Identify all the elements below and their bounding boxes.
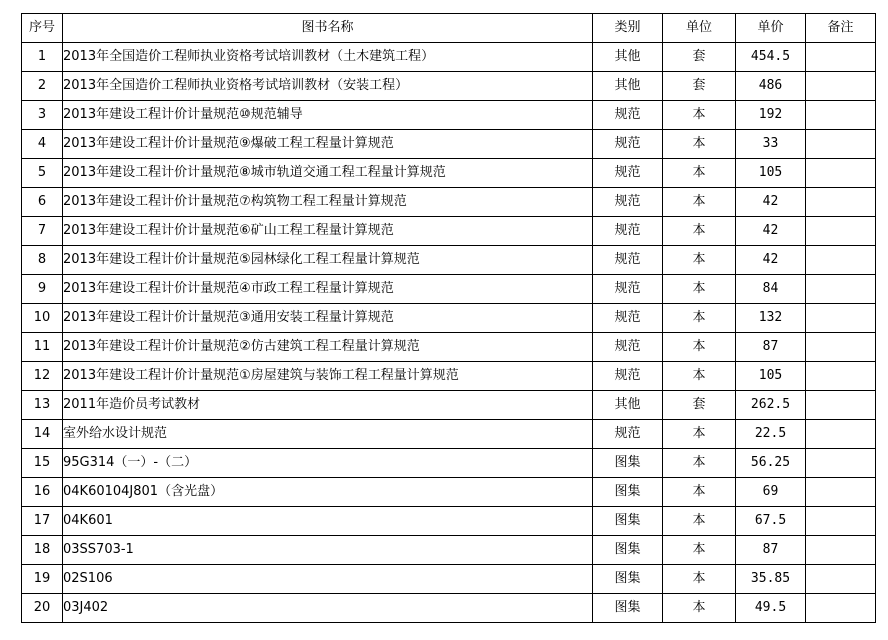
cell-seq: 3 — [22, 101, 63, 130]
header-row — [22, 14, 876, 43]
cell-category: 其他 — [593, 391, 663, 420]
cell-book-name: 2013年全国造价工程师执业资格考试培训教材（安装工程） — [63, 72, 593, 101]
cell-category: 规范 — [593, 333, 663, 362]
header-name: 图书名称 — [63, 14, 593, 43]
table-row — [22, 101, 876, 130]
table-row — [22, 565, 876, 594]
cell-category: 规范 — [593, 362, 663, 391]
cell-category: 图集 — [593, 478, 663, 507]
cell-unit: 本 — [663, 594, 736, 623]
cell-book-name: 04K60104J801（含光盘） — [63, 478, 593, 507]
table-row — [22, 304, 876, 333]
table-row — [22, 420, 876, 449]
cell-unit: 本 — [663, 217, 736, 246]
cell-category: 图集 — [593, 565, 663, 594]
cell-book-name: 2013年建设工程计价计量规范⑧城市轨道交通工程工程量计算规范 — [63, 159, 593, 188]
cell-seq: 17 — [22, 507, 63, 536]
cell-category: 规范 — [593, 304, 663, 333]
header-category: 类别 — [593, 14, 663, 43]
cell-seq: 9 — [22, 275, 63, 304]
cell-unit: 本 — [663, 565, 736, 594]
table-row — [22, 188, 876, 217]
cell-book-name: 2013年建设工程计价计量规范⑤园林绿化工程工程量计算规范 — [63, 246, 593, 275]
cell-unit: 本 — [663, 536, 736, 565]
cell-category: 其他 — [593, 72, 663, 101]
cell-note — [806, 43, 876, 72]
cell-seq: 6 — [22, 188, 63, 217]
cell-category: 图集 — [593, 449, 663, 478]
cell-seq: 15 — [22, 449, 63, 478]
cell-category: 规范 — [593, 246, 663, 275]
table-row — [22, 130, 876, 159]
cell-price: 454.5 — [736, 43, 806, 72]
table-row — [22, 391, 876, 420]
cell-category: 图集 — [593, 594, 663, 623]
table-row — [22, 217, 876, 246]
cell-seq: 11 — [22, 333, 63, 362]
cell-unit: 本 — [663, 188, 736, 217]
header-price: 单价 — [736, 14, 806, 43]
cell-price: 22.5 — [736, 420, 806, 449]
cell-seq: 18 — [22, 536, 63, 565]
cell-note — [806, 478, 876, 507]
cell-unit: 本 — [663, 333, 736, 362]
cell-book-name: 2013年建设工程计价计量规范④市政工程工程量计算规范 — [63, 275, 593, 304]
cell-price: 42 — [736, 246, 806, 275]
header-note: 备注 — [806, 14, 876, 43]
cell-book-name: 2013年建设工程计价计量规范③通用安装工程量计算规范 — [63, 304, 593, 333]
cell-note — [806, 594, 876, 623]
cell-note — [806, 72, 876, 101]
cell-price: 35.85 — [736, 565, 806, 594]
table-row — [22, 362, 876, 391]
cell-seq: 2 — [22, 72, 63, 101]
cell-book-name: 2013年建设工程计价计量规范②仿古建筑工程工程量计算规范 — [63, 333, 593, 362]
cell-price: 262.5 — [736, 391, 806, 420]
cell-price: 56.25 — [736, 449, 806, 478]
cell-unit: 本 — [663, 275, 736, 304]
table-row — [22, 333, 876, 362]
cell-category: 其他 — [593, 43, 663, 72]
cell-category: 规范 — [593, 188, 663, 217]
cell-unit: 本 — [663, 478, 736, 507]
cell-note — [806, 188, 876, 217]
cell-seq: 20 — [22, 594, 63, 623]
cell-price: 132 — [736, 304, 806, 333]
cell-price: 87 — [736, 333, 806, 362]
cell-seq: 4 — [22, 130, 63, 159]
cell-seq: 8 — [22, 246, 63, 275]
cell-unit: 本 — [663, 246, 736, 275]
cell-note — [806, 130, 876, 159]
cell-note — [806, 246, 876, 275]
table-row — [22, 246, 876, 275]
cell-price: 42 — [736, 217, 806, 246]
cell-note — [806, 333, 876, 362]
table-row — [22, 594, 876, 623]
table-row — [22, 536, 876, 565]
cell-note — [806, 391, 876, 420]
header-unit: 单位 — [663, 14, 736, 43]
cell-unit: 本 — [663, 420, 736, 449]
cell-category: 规范 — [593, 130, 663, 159]
cell-book-name: 95G314（一）-（二） — [63, 449, 593, 478]
cell-book-name: 03J402 — [63, 594, 593, 623]
cell-seq: 1 — [22, 43, 63, 72]
cell-seq: 7 — [22, 217, 63, 246]
cell-price: 105 — [736, 159, 806, 188]
table-row — [22, 449, 876, 478]
cell-unit: 套 — [663, 391, 736, 420]
cell-book-name: 2013年全国造价工程师执业资格考试培训教材（土木建筑工程） — [63, 43, 593, 72]
cell-category: 图集 — [593, 507, 663, 536]
cell-category: 图集 — [593, 536, 663, 565]
cell-unit: 本 — [663, 130, 736, 159]
table-row — [22, 72, 876, 101]
cell-unit: 本 — [663, 304, 736, 333]
cell-unit: 本 — [663, 507, 736, 536]
cell-note — [806, 304, 876, 333]
cell-book-name: 03SS703-1 — [63, 536, 593, 565]
cell-book-name: 2011年造价员考试教材 — [63, 391, 593, 420]
cell-seq: 10 — [22, 304, 63, 333]
cell-unit: 本 — [663, 362, 736, 391]
cell-price: 84 — [736, 275, 806, 304]
cell-price: 67.5 — [736, 507, 806, 536]
cell-unit: 本 — [663, 159, 736, 188]
cell-seq: 16 — [22, 478, 63, 507]
cell-unit: 本 — [663, 449, 736, 478]
cell-category: 规范 — [593, 159, 663, 188]
cell-category: 规范 — [593, 420, 663, 449]
cell-note — [806, 275, 876, 304]
cell-book-name: 2013年建设工程计价计量规范⑩规范辅导 — [63, 101, 593, 130]
table-row — [22, 478, 876, 507]
cell-note — [806, 536, 876, 565]
cell-category: 规范 — [593, 101, 663, 130]
cell-price: 192 — [736, 101, 806, 130]
cell-category: 规范 — [593, 275, 663, 304]
cell-book-name: 04K601 — [63, 507, 593, 536]
cell-unit: 套 — [663, 72, 736, 101]
cell-price: 42 — [736, 188, 806, 217]
table-body — [22, 43, 876, 623]
table-row — [22, 159, 876, 188]
cell-price: 105 — [736, 362, 806, 391]
header-seq: 序号 — [22, 14, 63, 43]
cell-unit: 本 — [663, 101, 736, 130]
cell-book-name: 2013年建设工程计价计量规范⑦构筑物工程工程量计算规范 — [63, 188, 593, 217]
cell-unit: 套 — [663, 43, 736, 72]
cell-price: 33 — [736, 130, 806, 159]
cell-book-name: 室外给水设计规范 — [63, 420, 593, 449]
cell-note — [806, 420, 876, 449]
table-row — [22, 275, 876, 304]
cell-price: 486 — [736, 72, 806, 101]
cell-book-name: 2013年建设工程计价计量规范①房屋建筑与装饰工程工程量计算规范 — [63, 362, 593, 391]
table-row — [22, 43, 876, 72]
cell-price: 69 — [736, 478, 806, 507]
cell-seq: 13 — [22, 391, 63, 420]
cell-price: 49.5 — [736, 594, 806, 623]
cell-note — [806, 507, 876, 536]
cell-note — [806, 159, 876, 188]
cell-note — [806, 565, 876, 594]
cell-category: 规范 — [593, 217, 663, 246]
cell-note — [806, 217, 876, 246]
cell-seq: 12 — [22, 362, 63, 391]
cell-book-name: 2013年建设工程计价计量规范⑥矿山工程工程量计算规范 — [63, 217, 593, 246]
cell-note — [806, 362, 876, 391]
book-price-table — [21, 13, 876, 623]
cell-price: 87 — [736, 536, 806, 565]
cell-note — [806, 101, 876, 130]
cell-seq: 5 — [22, 159, 63, 188]
cell-note — [806, 449, 876, 478]
cell-seq: 19 — [22, 565, 63, 594]
cell-book-name: 02S106 — [63, 565, 593, 594]
cell-book-name: 2013年建设工程计价计量规范⑨爆破工程工程量计算规范 — [63, 130, 593, 159]
table-row — [22, 507, 876, 536]
cell-seq: 14 — [22, 420, 63, 449]
